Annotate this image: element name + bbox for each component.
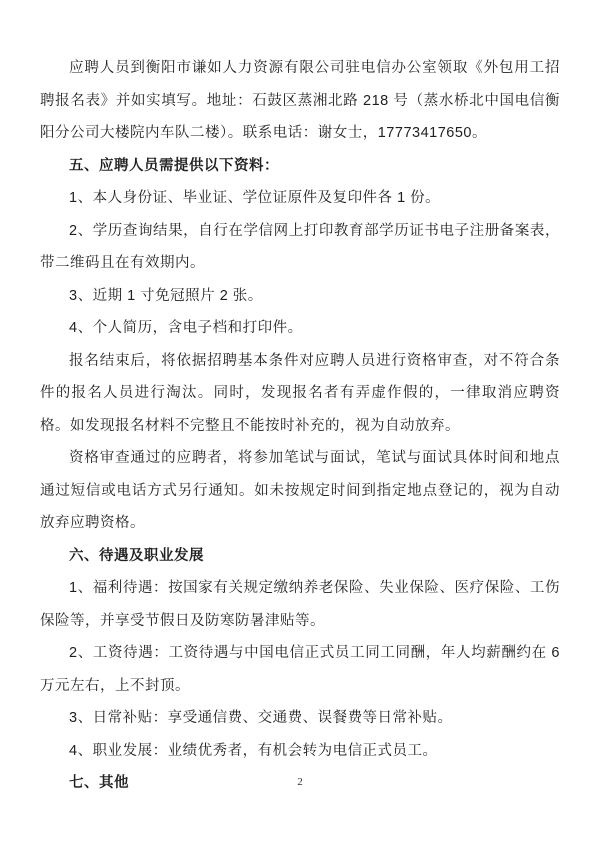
list-item-4: 4、个人简历，含电子档和打印件。 xyxy=(69,320,303,336)
section-heading-5: 五、应聘人员需提供以下资料： xyxy=(69,157,279,174)
section-heading-6: 六、待遇及职业发展 xyxy=(69,547,204,564)
list-item-2: 2、学历查询结果，自行在学信网上打印教育部学历证书电子注册备案表，带二维码且在有效期内。 xyxy=(40,222,560,271)
list-item-3: 3、近期 1 寸免冠照片 2 张。 xyxy=(69,287,263,304)
list-item-1: 1、本人身份证、毕业证、学位证原件及复印件各 1 份。 xyxy=(69,190,441,206)
list-item-career: 4、职业发展：业绩优秀者，有机会转为电信正式员工。 xyxy=(69,742,438,759)
paragraph-intro: 应聘人员到衡阳市谦如人力资源有限公司驻电信办公室领取《外包用工招聘报名表》并如实填写。地址：石鼓区蒸湘北路 218 号（蒸水桥北中国电信衡阳分公司大楼院内车队二楼）。联系电话：谢女士，17773417650。 xyxy=(40,60,560,141)
page-number: 2 xyxy=(297,776,303,788)
list-item-salary: 2、工资待遇：工资待遇与中国电信正式员工同工同酬，年人均薪酬约在 6 万元左右，上不封顶。 xyxy=(40,645,560,694)
paragraph-review: 报名结束后，将依据招聘基本条件对应聘人员进行资格审查，对不符合条件的报名人员进行淘汰。同时，发现报名者有弄虚作假的，一律取消应聘资格。如发现报名材料不完整且不能按时补充的，视为自动放弃。 xyxy=(40,352,560,434)
section-heading-7: 七、其他 xyxy=(69,775,129,791)
list-item-subsidy: 3、日常补贴：享受通信费、交通费、误餐费等日常补贴。 xyxy=(69,710,453,726)
paragraph-exam-notice: 资格审查通过的应聘者，将参加笔试与面试，笔试与面试具体时间和地点通过短信或电话方式另行通知。如未按规定时间到指定地点登记的，视为自动放弃应聘资格。 xyxy=(40,450,560,531)
document-body xyxy=(40,52,560,800)
list-item-welfare: 1、福利待遇：按国家有关规定缴纳养老保险、失业保险、医疗保险、工伤保险等，并享受节假日及防寒防暑津贴等。 xyxy=(40,580,560,629)
